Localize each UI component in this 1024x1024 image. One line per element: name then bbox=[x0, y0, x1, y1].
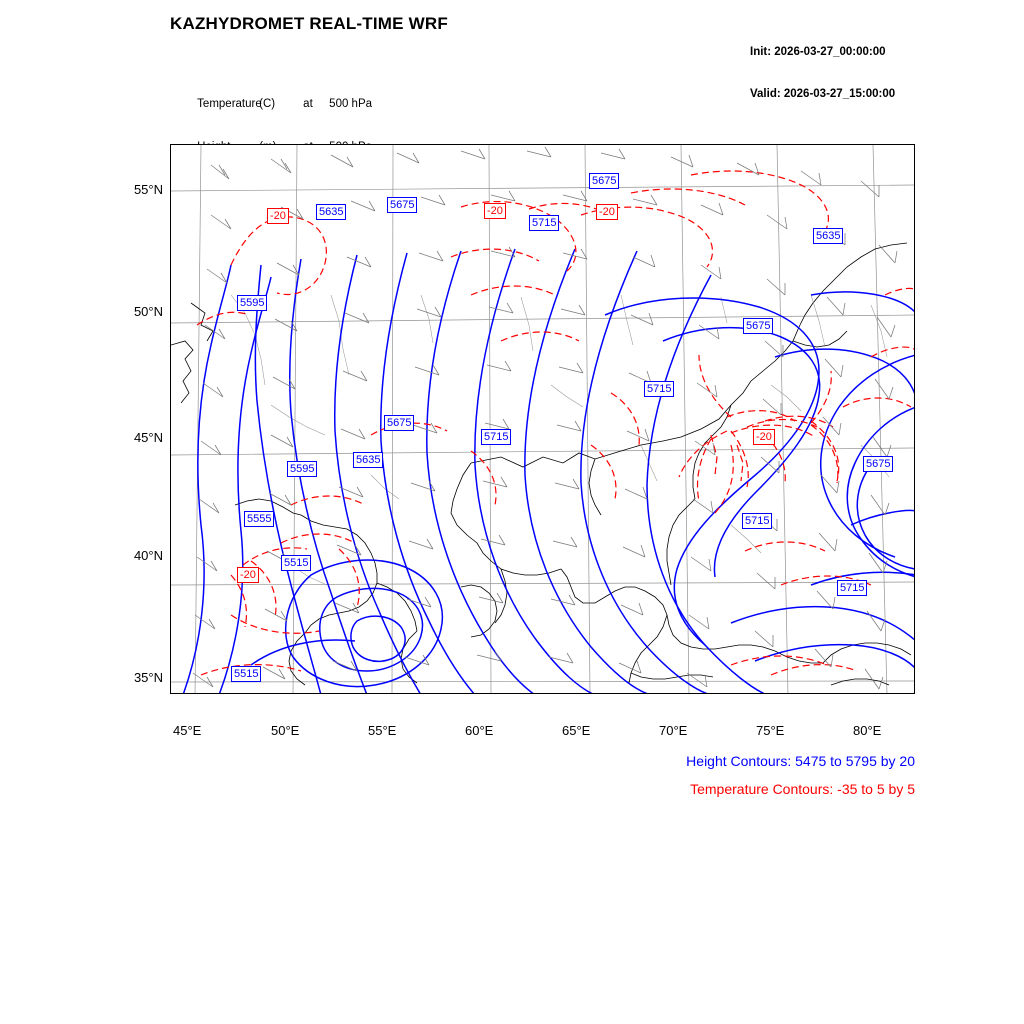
variable-at: at bbox=[303, 97, 313, 110]
x-tick-label: 60°E bbox=[465, 723, 494, 738]
coastlines bbox=[171, 243, 911, 685]
contour-label-temperature: -20 bbox=[267, 208, 289, 224]
contour-label-height: 5715 bbox=[529, 215, 559, 231]
contour-label-height: 5595 bbox=[237, 295, 267, 311]
variable-row bbox=[178, 82, 372, 126]
contour-label-height: 5715 bbox=[742, 513, 772, 529]
contour-label-temperature: -20 bbox=[596, 204, 618, 220]
contour-label-height: 5675 bbox=[589, 173, 619, 189]
contour-label-height: 5595 bbox=[287, 461, 317, 477]
contour-label-height: 5635 bbox=[316, 204, 346, 220]
contour-label-height: 5715 bbox=[644, 381, 674, 397]
x-tick-label: 50°E bbox=[271, 723, 300, 738]
contour-label-height: 5715 bbox=[837, 580, 867, 596]
x-tick-label: 80°E bbox=[853, 723, 882, 738]
legend-temperature-contours: Temperature Contours: -35 to 5 by 5 bbox=[690, 781, 915, 797]
y-tick-label: 45°N bbox=[133, 430, 163, 445]
x-tick-label: 75°E bbox=[756, 723, 785, 738]
contour-label-height: 5675 bbox=[863, 456, 893, 472]
contour-label-height: 5675 bbox=[387, 197, 417, 213]
contour-label-height: 5715 bbox=[481, 429, 511, 445]
page-title: KAZHYDROMET REAL-TIME WRF bbox=[170, 14, 448, 33]
init-valid-block bbox=[750, 17, 895, 129]
variable-level: 500 hPa bbox=[329, 97, 373, 110]
x-tick-label: 55°E bbox=[368, 723, 397, 738]
valid-time: Valid: 2026-03-27_15:00:00 bbox=[750, 88, 896, 100]
init-time: Init: 2026-03-27_00:00:00 bbox=[750, 46, 886, 58]
contour-label-height: 5635 bbox=[813, 228, 843, 244]
contour-label-height: 5635 bbox=[353, 452, 383, 468]
contour-label-temperature: -20 bbox=[237, 567, 259, 583]
contour-label-height: 5515 bbox=[281, 555, 311, 571]
contour-label-height: 5515 bbox=[231, 666, 261, 682]
contour-label-temperature: -20 bbox=[753, 429, 775, 445]
contour-label-height: 5555 bbox=[244, 511, 274, 527]
temperature-contours bbox=[197, 171, 915, 675]
variable-name: Temperature bbox=[197, 97, 262, 110]
legend-height-contours: Height Contours: 5475 to 5795 by 20 bbox=[686, 753, 915, 769]
y-tick-label: 40°N bbox=[133, 548, 163, 563]
contour-label-temperature: -20 bbox=[484, 203, 506, 219]
contour-label-height: 5675 bbox=[743, 318, 773, 334]
variable-unit: (C) bbox=[259, 97, 276, 110]
y-tick-label: 35°N bbox=[133, 670, 163, 685]
x-tick-label: 45°E bbox=[173, 723, 202, 738]
x-tick-label: 65°E bbox=[562, 723, 591, 738]
contour-label-height: 5675 bbox=[384, 415, 414, 431]
map-plot-area bbox=[170, 144, 915, 694]
x-tick-label: 70°E bbox=[659, 723, 688, 738]
y-tick-label: 50°N bbox=[133, 304, 163, 319]
y-tick-label: 55°N bbox=[133, 182, 163, 197]
